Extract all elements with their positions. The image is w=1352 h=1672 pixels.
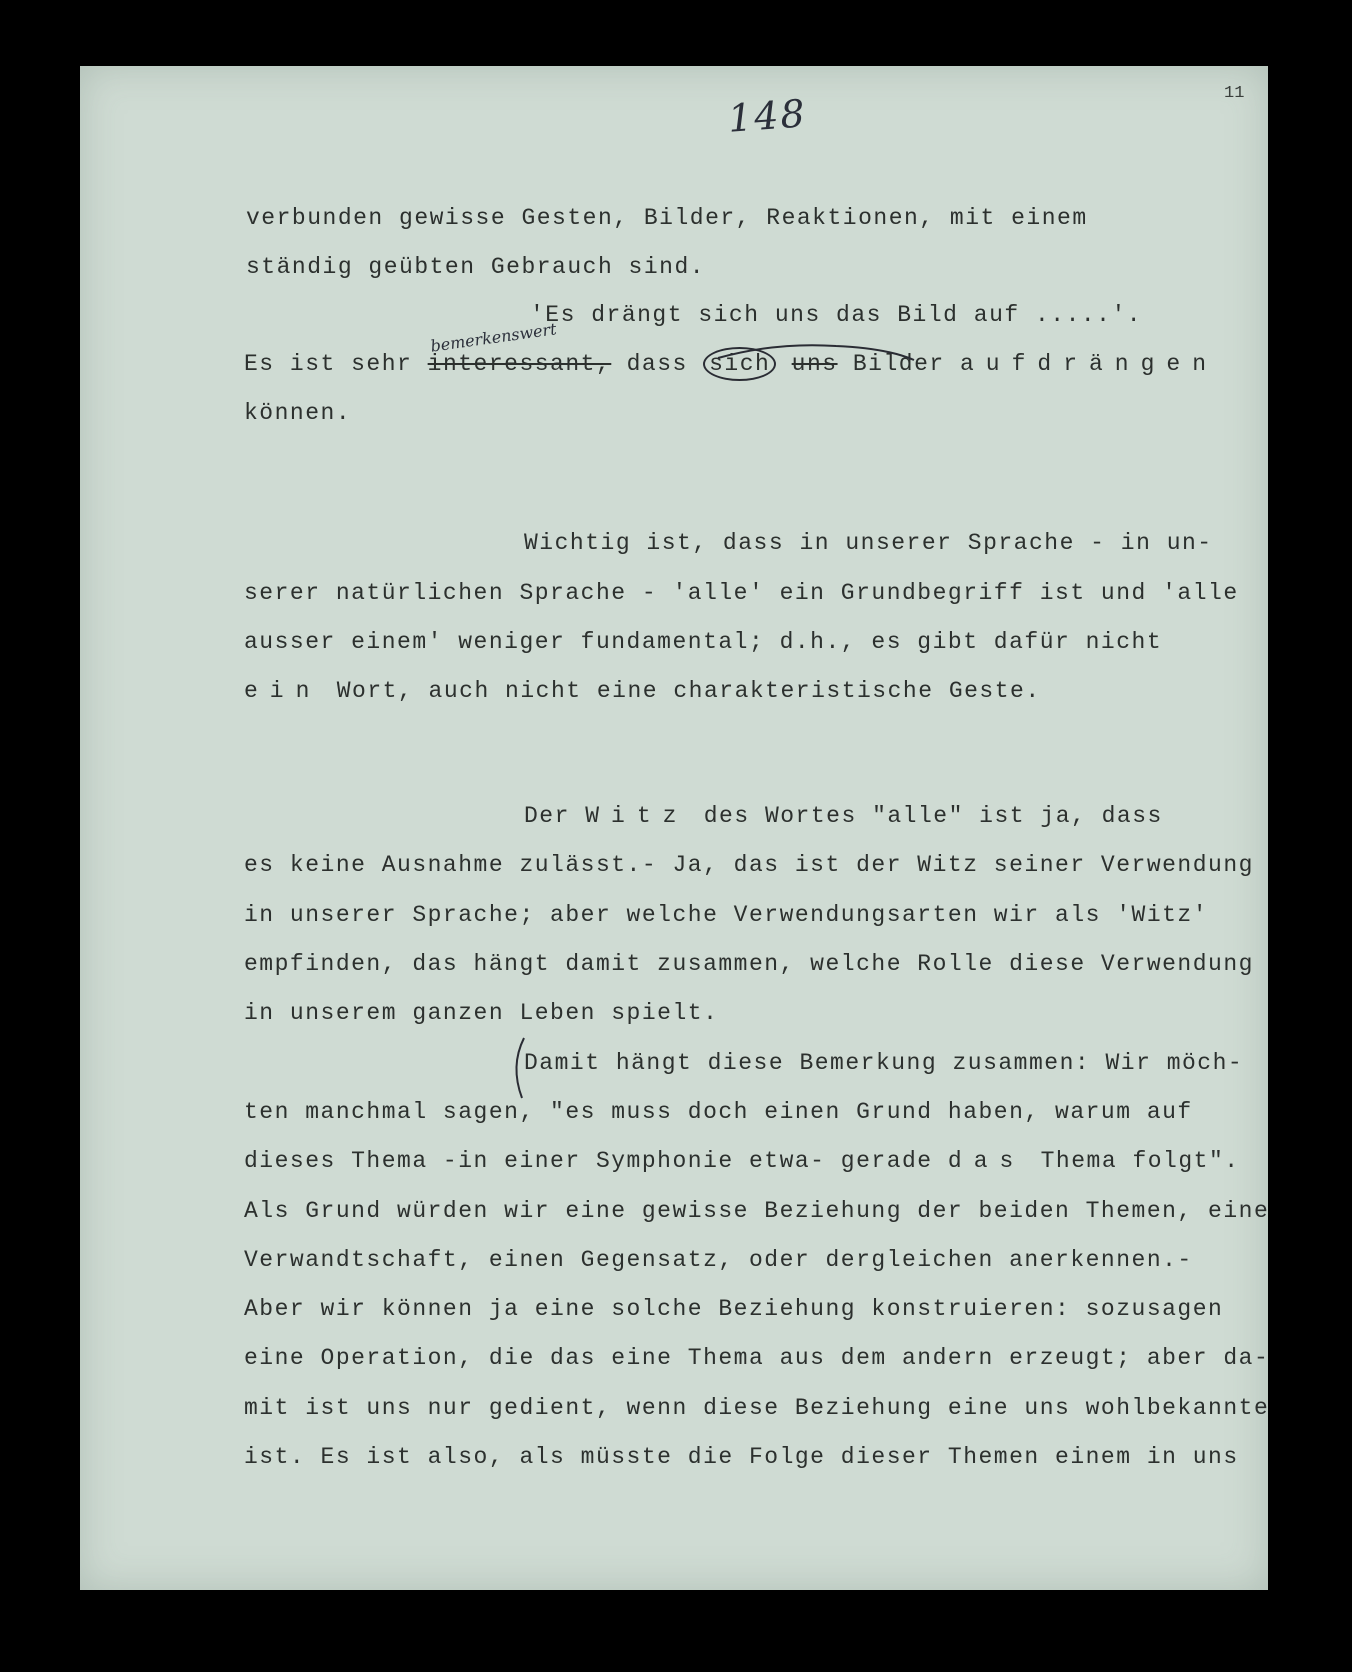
text-line: ten manchmal sagen, "es muss doch einen Grund haben, warum auf bbox=[244, 1099, 1193, 1125]
text-line: Wichtig ist, dass in unserer Sprache - in un- bbox=[524, 530, 1213, 556]
text-line bbox=[244, 678, 1041, 704]
handwritten-folio-number: 148 bbox=[726, 91, 808, 141]
text-line bbox=[524, 803, 1163, 829]
text-segment: Der bbox=[524, 803, 586, 829]
spaced-text: aufdrängen bbox=[959, 351, 1219, 377]
text-line: Als Grund würden wir eine gewisse Beziehung der beiden Themen, eine bbox=[244, 1198, 1270, 1224]
circled-word: sich bbox=[703, 347, 776, 381]
text-segment: Es ist sehr bbox=[244, 351, 428, 377]
text-line: ist. Es ist also, als müsste die Folge dieser Themen einem in uns bbox=[244, 1444, 1239, 1470]
text-line: eine Operation, die das eine Thema aus dem andern erzeugt; aber da- bbox=[244, 1345, 1270, 1371]
text-segment: des Wortes "alle" ist ja, dass bbox=[688, 803, 1163, 829]
text-segment: Thema folgt". bbox=[1025, 1148, 1240, 1174]
text-line: in unserem ganzen Leben spielt. bbox=[244, 1000, 719, 1026]
text-line: Verwandtschaft, einen Gegensatz, oder dergleichen anerkennen.- bbox=[244, 1247, 1193, 1273]
text-line: mit ist uns nur gedient, wenn diese Beziehung eine uns wohlbekannte bbox=[244, 1395, 1270, 1421]
text-line: empfinden, das hängt damit zusammen, welche Rolle diese Verwendung bbox=[244, 951, 1254, 977]
text-line: ständig geübten Gebrauch sind. bbox=[246, 254, 706, 280]
text-line: in unserer Sprache; aber welche Verwendungsarten wir als 'Witz' bbox=[244, 902, 1209, 928]
text-line: verbunden gewisse Gesten, Bilder, Reaktionen, mit einem bbox=[246, 205, 1088, 231]
struck-text: interessant, bbox=[427, 351, 612, 377]
spaced-text: ein bbox=[244, 678, 322, 704]
text-line: 'Es drängt sich uns das Bild auf .....'. bbox=[530, 302, 1143, 328]
struck-text: uns bbox=[791, 351, 838, 377]
spaced-text: Witz bbox=[585, 803, 689, 829]
text-segment: dieses Thema -in einer Symphonie etwa- gerade bbox=[244, 1148, 948, 1174]
text-line: serer natürlichen Sprache - 'alle' ein Grundbegriff ist und 'alle bbox=[244, 580, 1239, 606]
page-number: 11 bbox=[1224, 84, 1245, 103]
text-segment: Bilder bbox=[837, 351, 960, 377]
text-line: ausser einem' weniger fundamental; d.h., es gibt dafür nicht bbox=[244, 629, 1163, 655]
text-line: Aber wir können ja eine solche Beziehung konstruieren: sozusagen bbox=[244, 1296, 1224, 1322]
handwritten-annotation: bemerkenswert bbox=[429, 319, 558, 356]
spaced-text: das bbox=[947, 1148, 1026, 1174]
text-line: Damit hängt diese Bemerkung zusammen: Wir möch- bbox=[524, 1050, 1244, 1076]
text-segment: Wort, auch nicht eine charakteristische Geste. bbox=[321, 678, 1041, 704]
text-line: können. bbox=[244, 400, 352, 426]
transposition-mark bbox=[716, 340, 916, 370]
text-segment: dass bbox=[611, 351, 704, 377]
text-line bbox=[244, 1148, 1240, 1174]
text-line: es keine Ausnahme zulässt.- Ja, das ist der Witz seiner Verwendung bbox=[244, 852, 1254, 878]
